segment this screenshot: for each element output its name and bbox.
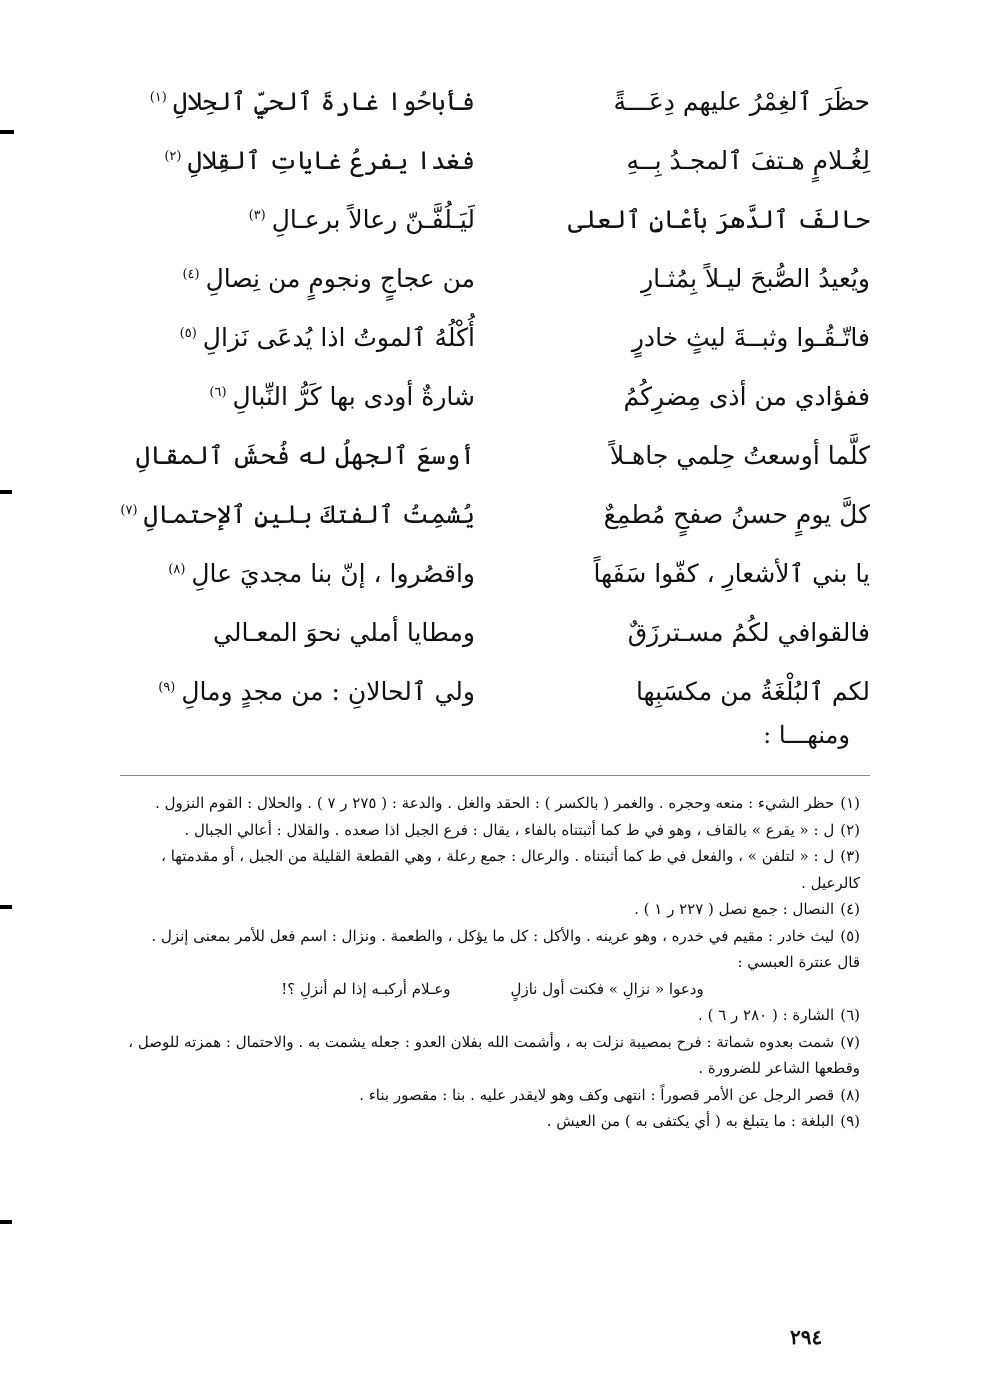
footnote-text: البلغة : ما يتبلغ به ( أي يكتفى به ) من العيش . xyxy=(546,1112,835,1130)
footnote-ref: (٨) xyxy=(168,561,186,577)
footnote-text: الشارة : ( ٢٨٠ ر ٦ ) . xyxy=(698,1006,835,1024)
first-hemistich: حظَرَ ٱلغِمْرُ عليهم دِعَـــةً xyxy=(613,87,870,116)
footnote xyxy=(125,1082,860,1109)
second-hemistich xyxy=(120,323,475,352)
footnote-number: (٩) xyxy=(840,1112,860,1130)
verse xyxy=(120,72,870,131)
page-number: ٢٩٤ xyxy=(790,1325,823,1349)
margin-mark xyxy=(0,905,12,909)
hemistich-text: لَيَـلُفَّـنّ رعالاً برعـالِ xyxy=(271,205,475,234)
hemistich-text: ولي ٱلحالانِ : من مجدٍ ومالِ xyxy=(181,677,475,706)
footnote xyxy=(125,1002,860,1029)
footnote-text: ل : « لتلفن » ، والفعل في ط كما أثبتناه . والرعال : جمع رعلة ، وهي القطعة القليلة من الجبل ، أو مقدمتها ، كالرعيل . xyxy=(161,847,860,892)
footnote-ref: (٧) xyxy=(120,502,138,518)
hemistich-text: شارةٌ أودى بها كَرُّ النِّبالِ xyxy=(232,382,475,411)
hemistich-text: فأباحُوا غارةَ ٱلحيِّ ٱلحِلالِ xyxy=(172,87,475,116)
footnote xyxy=(125,923,860,976)
footnote xyxy=(125,817,860,844)
footnote-text: شمت بعدوه شماتة : فرح بمصيبة نزلت به ، وأشمت الله بفلان العدو : جعله يشمت به . والاحتمال : همزته للوصل ، وقطعها الشاعر للضرورة . xyxy=(128,1032,860,1077)
footnote-ref: (٥) xyxy=(179,325,197,341)
quoted-verse xyxy=(125,976,860,1003)
second-hemistich xyxy=(120,146,475,175)
second-hemistich xyxy=(120,559,475,588)
footnote-text: قصر الرجل عن الأمر قصوراً : انتهى وكف وهو لايقدر عليه . بنا : مقصور بناء . xyxy=(359,1085,835,1104)
first-hemistich: يا بني ٱلأشعارِ ، كفّوا سَفَهاً xyxy=(593,559,870,588)
hemistich-text: ومطايا أملي نحوَ المعـالي xyxy=(213,618,475,647)
poem-intro: ومنهـــا : xyxy=(763,721,850,749)
footnote-number: (٢) xyxy=(840,820,860,839)
second-hemistich xyxy=(120,87,475,116)
quoted-hemistich: وعـلام أركبـه إذا لم أنزلِ ؟! xyxy=(281,979,451,998)
second-hemistich xyxy=(120,441,475,470)
first-hemistich: فالقوافي لكُمُ مسـترزَقٌ xyxy=(627,618,870,647)
first-hemistich: كلَّما أوسعتُ حِلمي جاهـلاً xyxy=(609,441,870,470)
verse xyxy=(120,485,870,544)
hemistich-text: واقصُروا ، إنّ بنا مجديَ عالِ xyxy=(191,559,475,588)
verse xyxy=(120,249,870,308)
footnote-ref: (٣) xyxy=(248,207,266,223)
hemistich-text: يُشمِتُ ٱلفتكَ بلينِ ٱلإحتمالِ xyxy=(143,500,475,529)
footnote-text: النصال : جمع نصل ( ٢٢٧ ر ١ ) . xyxy=(634,900,835,918)
footnote-number: (٦) xyxy=(840,1006,860,1024)
footnote-ref: (٩) xyxy=(158,679,176,695)
footnote-ref: (٢) xyxy=(164,148,182,164)
verse xyxy=(120,662,870,721)
first-hemistich: لِغُـلامٍ هـتفَ ٱلمجـدُ بِــهِ xyxy=(626,146,870,175)
second-hemistich xyxy=(120,205,475,234)
footnote-divider xyxy=(120,775,870,776)
footnote-text: ليث خادر : مقيم في خدره ، وهو عرينه . والأكل : كل ما يؤكل ، والطعمة . ونزال : اسم فعل للأمر بمعنى إنزل . قال عنترة العبسي : xyxy=(151,926,860,971)
footnote xyxy=(125,896,860,923)
second-hemistich xyxy=(120,500,475,529)
first-hemistich: فاتّـقُـوا وثبــةَ ليثٍ خادرٍ xyxy=(631,323,870,352)
verse xyxy=(120,426,870,485)
second-hemistich xyxy=(120,618,475,647)
footnote-number: (٣) xyxy=(840,847,860,865)
footnote-number: (٤) xyxy=(840,900,860,918)
footnotes xyxy=(125,790,860,1135)
margin-mark xyxy=(0,1220,12,1224)
footnote xyxy=(125,843,860,896)
footnote-text: ل : « يقرع » بالقاف ، وهو في ط كما أثبتناه بالفاء ، يقال : فرع الجبل اذا صعده . والقلال : أعالي الجبال . xyxy=(184,820,835,839)
footnote xyxy=(125,1029,860,1082)
footnote-ref: (١) xyxy=(149,89,167,105)
footnote-number: (٨) xyxy=(840,1085,860,1104)
hemistich-text: من عجاجٍ ونجومٍ من نِصالِ xyxy=(205,264,475,293)
verse xyxy=(120,603,870,662)
verse xyxy=(120,367,870,426)
footnote-text: حظر الشيء : منعه وحجره . والغمر ( بالكسر ) : الحقد والغل . والدعة : ( ٢٧٥ ر ٧ ) . والحلال : القوم النزول . xyxy=(155,794,835,812)
first-hemistich: كلَّ يومٍ حسنُ صفحٍ مُطمِعٌ xyxy=(603,500,870,529)
footnote-number: (١) xyxy=(840,794,860,812)
footnote-ref: (٤) xyxy=(182,266,200,282)
footnote xyxy=(125,1108,860,1135)
hemistich-text: فغدا يفرعُ غاياتِ ٱلقِلالِ xyxy=(187,146,475,175)
quoted-hemistich: ودعوا « نزالِ » فكنت أول نازلٍ xyxy=(510,979,704,998)
first-hemistich: ففؤادي من أذى مِضرِكُمُ xyxy=(623,382,870,411)
footnote xyxy=(125,790,860,817)
first-hemistich: حالفَ ٱلدَّهرَ بأعْانِ ٱلعلى xyxy=(567,205,870,234)
second-hemistich xyxy=(120,382,475,411)
footnote-ref: (٦) xyxy=(209,384,227,400)
verse xyxy=(120,190,870,249)
margin-mark xyxy=(0,490,12,494)
hemistich-text: أوسعَ ٱلجهلُ له فُحشَ ٱلمقالِ xyxy=(135,441,475,470)
hemistich-text: أُكْلُهُ ٱلموتُ اذا يُدعَى نَزالِ xyxy=(202,323,475,352)
margin-mark xyxy=(0,130,14,134)
verse xyxy=(120,131,870,190)
poem xyxy=(120,72,870,761)
verse xyxy=(120,308,870,367)
second-hemistich xyxy=(120,264,475,293)
footnote-number: (٧) xyxy=(840,1032,860,1051)
footnote-number: (٥) xyxy=(840,926,860,945)
first-hemistich: ويُعيدُ الصُّبحَ ليـلاً بِمُثـارِ xyxy=(641,264,870,293)
verse xyxy=(120,544,870,603)
second-hemistich xyxy=(120,677,475,706)
first-hemistich: لكم ٱلبُلْغَةُ من مكسَبِها xyxy=(635,677,870,706)
